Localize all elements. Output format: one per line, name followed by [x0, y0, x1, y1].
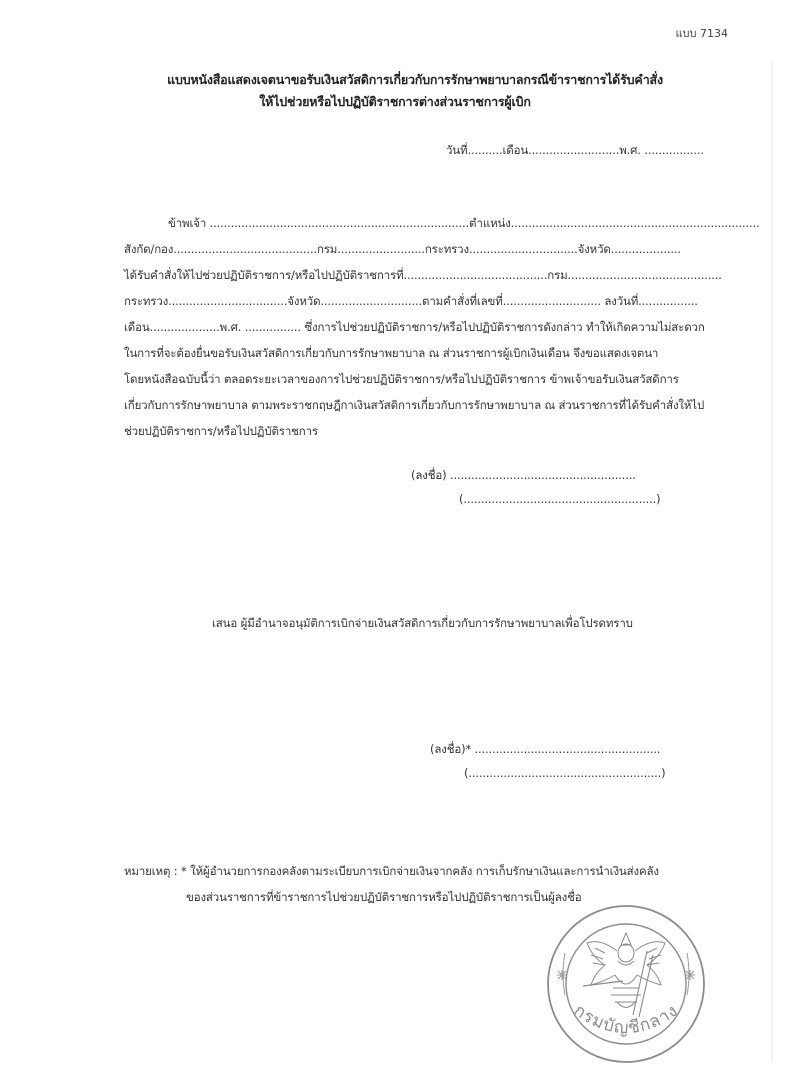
note-line-2: ของส่วนราชการที่ข้าราชการไปช่วยปฏิบัติราชการหรือไปปฏิบัติราชการเป็นผู้ลงชื่อ — [186, 890, 582, 904]
scan-edge-shadow — [771, 62, 773, 1062]
signature-2-name-line: (.......................................................) — [464, 766, 666, 780]
garuda-seal-icon — [545, 903, 707, 1065]
note-line-1: หมายเหตุ : * ให้ผู้อำนวยการกองคลังตามระเบียบการเบิกจ่ายเงินจากคลัง การเก็บรักษาเงินและการนำเงินส่งคลัง — [124, 864, 659, 878]
body-line-order: กระทรวง..................................จังหวัด.............................ตามคำสั่งที่เลขที่............................ ลงวันที่................. — [124, 294, 698, 308]
official-stamp — [545, 903, 707, 1065]
body-line-name-position: ข้าพเจ้า ..........................................................................ตำแหน่ง....................................................................... — [168, 216, 760, 230]
body-line-text-1: ในการที่จะต้องยื่นขอรับเงินสวัสดิการเกี่ยวกับการรักษาพยาบาล ณ ส่วนราชการผู้เบิกเงินเดือน จึงขอแสดงเจตนา — [124, 346, 659, 360]
body-line-text-3: เกี่ยวกับการรักษาพยาบาล ตามพระราชกฤษฎีกาเงินสวัสดิการเกี่ยวกับการรักษาพยาบาล ณ ส่วนราชการที่ได้รับคำสั่งให้ไป — [124, 398, 705, 412]
body-line-text-4: ช่วยปฏิบัติราชการ/หรือไปปฏิบัติราชการ — [124, 424, 318, 438]
body-line-assignment: ได้รับคำสั่งให้ไปช่วยปฏิบัติราชการ/หรือไปปฏิบัติราชการที่.........................................กรม............................................ — [124, 268, 722, 282]
document-title-line-1: แบบหนังสือแสดงเจตนาขอรับเงินสวัสดิการเกี่ยวกับการรักษาพยาบาลกรณีข้าราชการได้รับคำสั่ง — [167, 72, 663, 87]
signature-1-sign-line: (ลงชื่อ) ..................................................... — [411, 468, 636, 482]
form-code: แบบ 7134 — [675, 27, 728, 40]
stamp-text: กรมบัญชีกลาง — [569, 1000, 683, 1039]
document-title-line-2: ให้ไปช่วยหรือไปปฏิบัติราชการต่างส่วนราชการผู้เบิก — [259, 94, 531, 109]
signature-2-sign-line: (ลงชื่อ)* ..................................................... — [430, 742, 661, 756]
body-line-text-2: โดยหนังสือฉบับนี้ว่า ตลอดระยะเวลาของการไปช่วยปฏิบัติราชการ/หรือไปปฏิบัติราชการ ข้าพเจ้าขอรับเงินสวัสดิการ — [124, 372, 679, 386]
propose-line: เสนอ ผู้มีอำนาจอนุมัติการเบิกจ่ายเงินสวัสดิการเกี่ยวกับการรักษาพยาบาลเพื่อโปรดทราบ — [212, 616, 633, 630]
date-line: วันที่..........เดือน..........................พ.ศ. ................. — [446, 143, 704, 157]
body-line-date-reason: เดือน....................พ.ศ. ................ ซึ่งการไปช่วยปฏิบัติราชการ/หรือไปปฏิบัติราชการดังกล่าว ทำให้เกิดความไม่สะดวก — [124, 320, 705, 334]
svg-text:กรมบัญชีกลาง — [570, 1001, 682, 1039]
body-line-affiliation: สังกัด/กอง.........................................กรม.........................กระทรวง...............................จังหวัด.................... — [124, 242, 681, 256]
signature-1-name-line: (.......................................................) — [459, 492, 661, 506]
